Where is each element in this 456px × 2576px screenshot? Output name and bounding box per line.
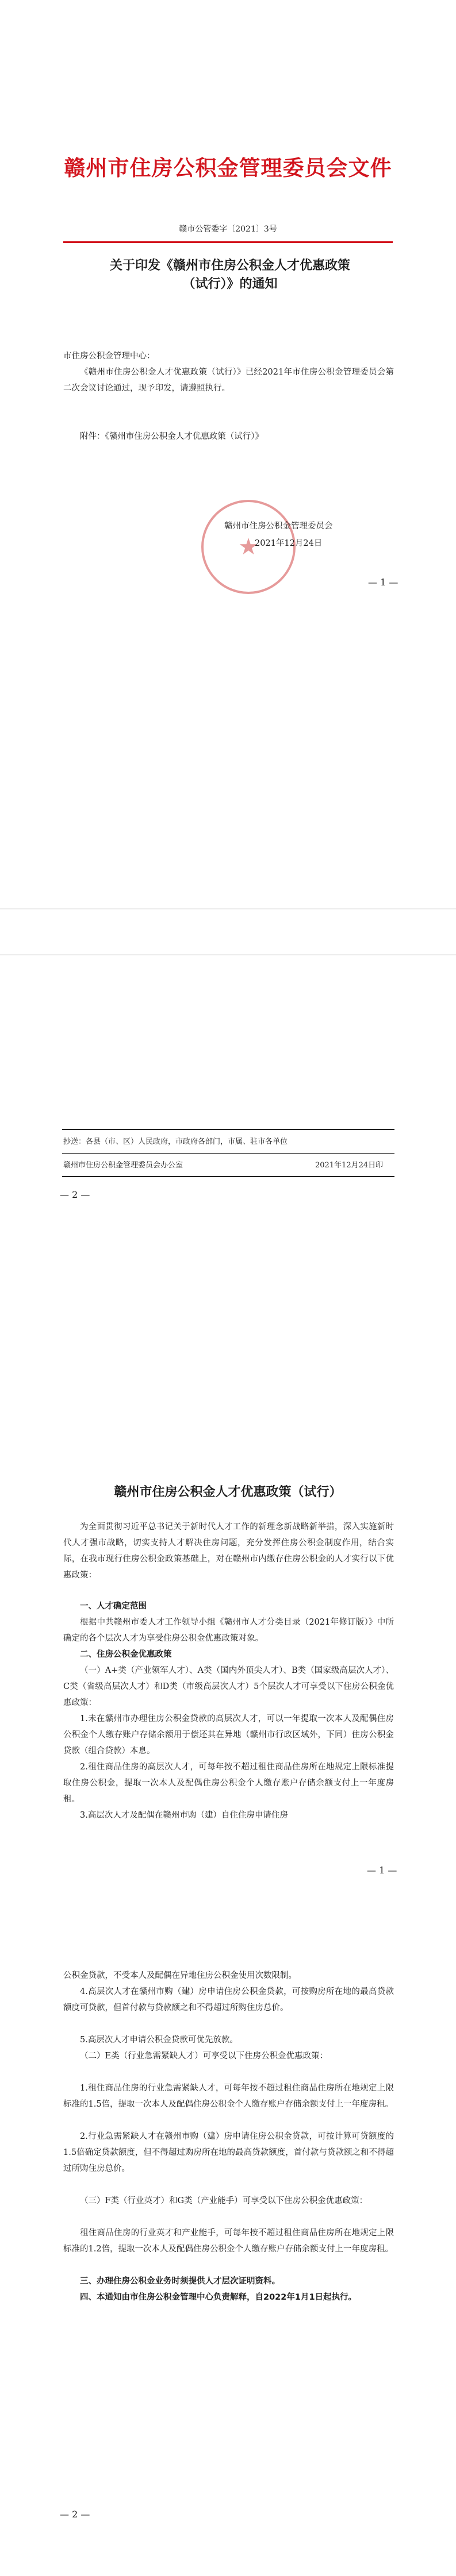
intro-paragraph: 为全面贯彻习近平总书记关于新时代人才工作的新理念新战略新举措，深入实施新时代人才强市战略，切实支持人才解决住房问题，充分发挥住房公积金制度作用，结合实际，在我市现行住房公积金政策基础上，对在赣州市内缴存住房公积金的人才实行以下优惠政策： [63, 1522, 394, 1580]
recipient: 市住房公积金管理中心： [63, 352, 155, 361]
category-e-item-1: 1.租住商品住房的行业急需紧缺人才，可每年按不超过租住商品住房所在地规定上限标准的1.5倍，提取一次本人及配偶住房公积金个人缴存账户存储余额支付上一年度房租。 [63, 2084, 394, 2109]
red-divider [63, 241, 393, 244]
category-e-item-2: 2.行业急需紧缺人才在赣州市购（建）房申请住房公积金贷款，可按计算可贷额度的1.5倍确定贷款额度，但不得超过购房所在地的最高贷款额度，首付款与贷款额之和不得超过所购住房总价。 [63, 2132, 394, 2173]
cc-line: 抄送：各县（市、区）人民政府，市政府各部门，市属、驻市各单位 [63, 1137, 288, 1146]
policy-item-6: 5.高层次人才申请公积金贷款可优先放款。 [80, 2035, 238, 2045]
page-3 [0, 1288, 456, 1932]
policy-item-3: 2.租住商品住房的高层次人才，可每年按不超过租住商品住房所在地规定上限标准提取住房公积金，提取一次本人及配偶住房公积金个人缴存账户存储余额支付上一年度房租。 [63, 1763, 394, 1804]
cc-bottom-rule [62, 1176, 394, 1177]
section-heading-3: 三、办理住房公积金业务时须提供人才层次证明资料。 [80, 2277, 280, 2286]
category-fg-heading: （三）F类（行业英才）和G类（产业能手）可享受以下住房公积金优惠政策： [80, 2196, 368, 2205]
cc-top-rule [62, 1129, 394, 1130]
policy-title: 赣州市住房公积金人才优惠政策（试行） [114, 1484, 342, 1499]
section-heading-4: 四、本通知由市住房公积金管理中心负责解释，自2022年1月1日起执行。 [80, 2293, 357, 2302]
fold-mark [0, 954, 456, 955]
issuer-name: 赣州市住房公积金管理委员会 [224, 522, 333, 531]
section-heading-1: 一、人才确定范围 [80, 1602, 147, 1611]
issue-date: 2021年12月24日 [255, 539, 323, 548]
cc-middle-rule [62, 1153, 394, 1154]
section-1-paragraph: 根据中共赣州市委人才工作领导小组《赣州市人才分类目录（2021年修订版）》中所确定的各个层次人才为享受住房公积金优惠政策对象。 [63, 1618, 394, 1643]
issuing-office: 赣州市住房公积金管理委员会办公室 [63, 1161, 183, 1170]
policy-item-1: （一）A+类（产业领军人才）、A类（国内外顶尖人才）、B类（国家级高层次人才）、C类（省级高层次人才）和D类（市级高层次人才）5个层次人才可享受以下住房公积金优惠政策： [63, 1666, 394, 1707]
notice-body: 《赣州市住房公积金人才优惠政策（试行）》已经2021年市住房公积金管理委员会第二次会议讨论通过，现予印发，请遵照执行。 [63, 368, 394, 393]
page-number: — 2 — [60, 1189, 90, 1200]
continued-paragraph: 公积金贷款，不受本人及配偶在异地住房公积金使用次数限制。 [63, 1971, 297, 1980]
official-seal-icon: ★ [201, 500, 296, 594]
section-heading-2: 二、住房公积金优惠政策 [80, 1650, 172, 1659]
policy-item-2: 1.未在赣州市办理住房公积金贷款的高层次人才，可以一年提取一次本人及配偶住房公积金个人缴存账户存储余额用于偿还其在异地（赣州市行政区域外，下同）住房公积金贷款（组合贷款）本息。 [63, 1714, 394, 1756]
document-number: 赣市公管委字〔2021〕3号 [179, 225, 277, 234]
fold-mark [0, 908, 456, 909]
policy-item-5: 4.高层次人才在赣州市购（建）房申请住房公积金贷款，可按购房所在地的最高贷款额度可贷款，但首付款与贷款额之和不得超过所购住房总价。 [63, 1987, 394, 2012]
print-date: 2021年12月24日印 [315, 1161, 384, 1170]
page-4 [0, 1932, 456, 2576]
notice-title: 关于印发《赣州市住房公积金人才优惠政策（试行）》的通知 [109, 258, 350, 291]
page-number: — 1 — [367, 1865, 397, 1876]
page-1 [0, 0, 456, 644]
attachment-line: 附件：《赣州市住房公积金人才优惠政策（试行）》 [80, 432, 263, 441]
red-header-title: 赣州市住房公积金管理委员会文件 [64, 155, 392, 180]
category-fg-item: 租住商品住房的行业英才和产业能手，可每年按不超过租住商品住房所在地规定上限标准的1.2倍，提取一次本人及配偶住房公积金个人缴存账户存储余额支付上一年度房租。 [63, 2228, 394, 2254]
page-number: — 1 — [368, 577, 398, 588]
policy-item-4: 3.高层次人才及配偶在赣州市购（建）自住住房申请住房 [80, 1811, 288, 1820]
page-number: — 2 — [60, 2509, 90, 2520]
page-2 [0, 644, 456, 1288]
category-e-heading: （二）E类（行业急需紧缺人才）可享受以下住房公积金优惠政策： [80, 2051, 328, 2061]
